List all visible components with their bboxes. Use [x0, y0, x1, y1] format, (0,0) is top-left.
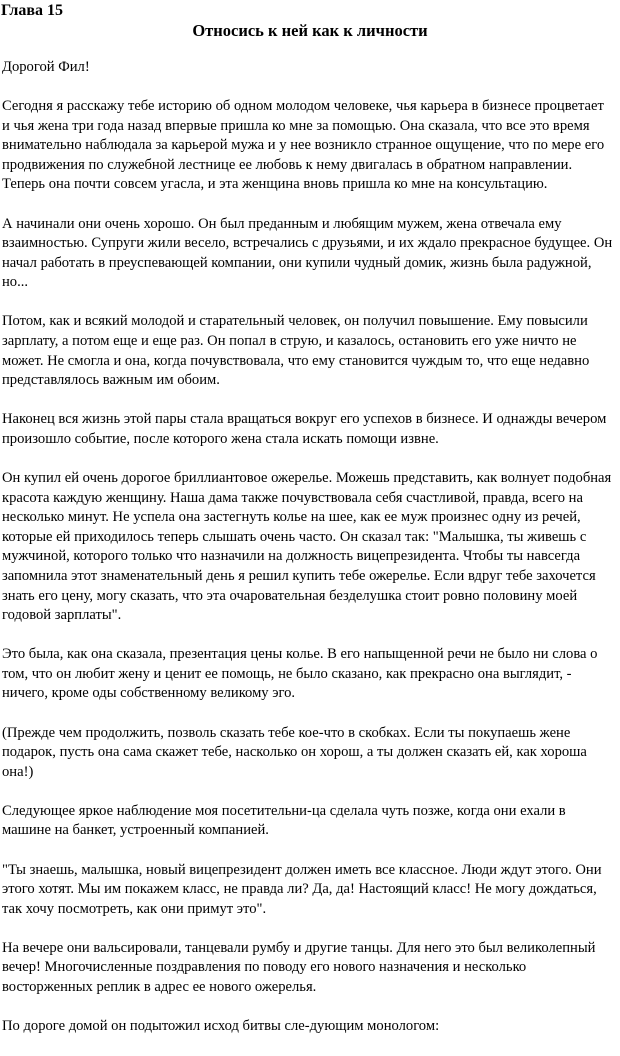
salutation: Дорогой Фил!	[2, 59, 90, 75]
paragraph-aside: (Прежде чем продолжить, позволь сказать тебе кое-что в скобках. Если ты покупаешь жене подарок, пусть она сама скажет тебе, насколько он хорош, а ты должен сказать ей, как хороша она!)	[2, 724, 587, 780]
paragraph-quote: "Ты знаешь, малышка, новый вицепрезидент должен иметь все классное. Люди ждут этого. Они этого хотят. Мы им покажем класс, не правда ли? Да, да! Настоящий класс! Не могу дождаться, так хочу посмотреть, как они примут это".	[2, 861, 602, 917]
paragraph-promotion: Потом, как и всякий молодой и старательный человек, он получил повышение. Ему повысили зарплату, а потом еще и еще раз. Он попал в струю, и казалось, остановить его уже ничто не может. Не смогла и она, когда почувствовала, что ему становится чуждым то, что еще недавно представлялось важным им обоим.	[2, 313, 590, 389]
paragraph-presentation: Это была, как она сказала, презентация цены колье. В его напыщенной речи не было ни слова о том, что он любит жену и ценит ее помощь, не было сказано, как прекрасно она выглядит, - ничего, кроме оды собственному великому эго.	[2, 646, 598, 702]
paragraph-beginning: А начинали они очень хорошо. Он был преданным и любящим мужем, жена отвечала ему взаимностью. Супруги жили весело, встречались с друзьями, и их ждало прекрасное будущее. Он начал работать в преуспевающей компании, они купили чудный домик, жизнь была радужной, но...	[2, 215, 613, 291]
paragraph-evening: На вечере они вальсировали, танцевали румбу и другие танцы. Для него это был великолепный вечер! Многочисленные поздравления по поводу его нового назначения и несколько восторженных реплик в адрес ее нового ожерелья.	[2, 939, 596, 995]
paragraph-monologue: По дороге домой он подытожил исход битвы сле-дующим монологом:	[2, 1018, 440, 1035]
paragraph-observation: Следующее яркое наблюдение моя посетительни-ца сделала чуть позже, когда они ехали в машине на банкет, устроенный компанией.	[2, 802, 566, 839]
letter-body	[2, 58, 614, 1056]
paragraph-event: Наконец вся жизнь этой пары стала вращаться вокруг его успехов в бизнесе. И однажды вечером произошло событие, после которого жена стала искать помощи извне.	[2, 411, 607, 447]
page-title: Относись к ней как к личности	[192, 21, 428, 40]
chapter-heading: Глава 15	[1, 2, 63, 19]
paragraph-necklace: Он купил ей очень дорогое бриллиантовое ожерелье. Можешь представить, как волнует подобная красота каждую женщину. Наша дама также почувствовала себя счастливой, правда, всего на несколько минут. Не успела она застегнуть колье на шее, как ее муж произнес одну из речей, которые ей приходилось теперь слышать очень часто. Он сказал так: "Малышка, ты живешь с мужчиной, которого только что назначили на должность вицепрезидента. Чтобы ты навсегда запомнила этот знаменательный день я решил купить тебе ожерелье. Если вдруг тебе захочется знать его цену, могу сказать, что эта очаровательная безделушка стоит ровно половину моей годовой зарплаты".	[2, 470, 612, 624]
paragraph-intro: Сегодня я расскажу тебе историю об одном молодом человеке, чья карьера в бизнесе процветает и чья жена три года назад впервые пришла ко мне за помощью. Она сказала, что все это время внимательно наблюдала за карьерой мужа и у нее возникло странное ощущение, что по мере его продвижения по служебной лестнице ее любовь к нему двигалась в обратном направлении. Теперь она почти совсем угасла, и эта женщина вновь пришла ко мне на консультацию.	[2, 98, 605, 193]
